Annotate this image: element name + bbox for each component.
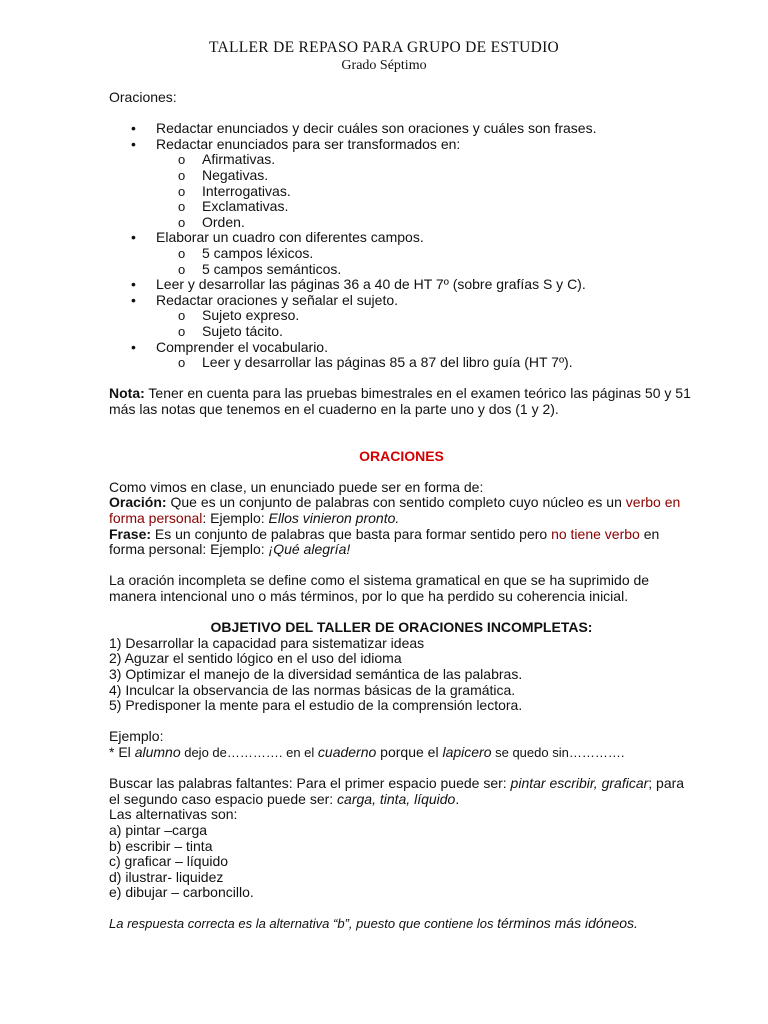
sub-list-item: o Sujeto expreso.: [156, 308, 694, 324]
sub-list-item: o Afirmativas.: [156, 152, 694, 168]
list-item: • Redactar enunciados para ser transformados en: o Afirmativas. o Negativas. o Interrogativas. o Exclamativas. o Orden.: [109, 137, 694, 231]
oracion-definition: Oración: Que es un conjunto de palabras con sentido completo cuyo núcleo es un verbo en forma personal: Ejemplo: Ellos vinieron pronto.: [109, 494, 681, 527]
objetivo-title: OBJETIVO DEL TALLER DE ORACIONES INCOMPLETAS:: [210, 619, 593, 636]
sub-list: [156, 246, 694, 277]
list-item: e) dibujar – carboncillo.: [109, 884, 254, 901]
sub-list-item: o Leer y desarrollar las páginas 85 a 87 del libro guía (HT 7º).: [156, 355, 694, 371]
list-item: 4) Inculcar la observancia de las normas básicas de la gramática.: [109, 681, 516, 698]
intro-line: Como vimos en clase, un enunciado puede ser en forma de:: [109, 478, 484, 495]
list-item: a) pintar –carga: [109, 821, 208, 838]
list-item: 3) Optimizar el manejo de la diversidad semántica de las palabras.: [109, 665, 523, 682]
list-item: b) escribir – tinta: [109, 837, 213, 854]
sub-list-item: o Negativas.: [156, 168, 694, 184]
highlight-text: no tiene verbo: [551, 525, 640, 542]
list-item: 1) Desarrollar la capacidad para sistematizar ideas: [109, 634, 425, 651]
sub-list-item: o Sujeto tácito.: [156, 324, 694, 340]
list-item: d) ilustrar- liquidez: [109, 868, 224, 885]
sub-list-item: o Interrogativas.: [156, 184, 694, 200]
list-item: • Comprender el vocabulario. o Leer y desarrollar las páginas 85 a 87 del libro guía (HT 7º).: [109, 340, 694, 371]
frase-definition: Frase: Es un conjunto de palabras que basta para formar sentido pero no tiene verbo en forma personal: Ejemplo: ¡Qué alegría!: [109, 525, 660, 558]
oraciones-label: Oraciones:: [109, 89, 177, 105]
alternativas-label: Las alternativas son:: [109, 806, 238, 823]
document-header: [0, 39, 768, 75]
list-item: • Redactar enunciados y decir cuáles son oraciones y cuáles son frases.: [109, 121, 694, 137]
document-title: TALLER DE REPASO PARA GRUPO DE ESTUDIO: [208, 39, 560, 56]
list-item: c) graficar – líquido: [109, 853, 229, 870]
list-item: • Redactar oraciones y señalar el sujeto. o Sujeto expreso. o Sujeto tácito.: [109, 293, 694, 340]
document-subtitle: Grado Séptimo: [341, 58, 427, 73]
nota-label: Nota:: [109, 385, 145, 402]
document-body: [109, 90, 694, 932]
list-item: 5) Predisponer la mente para el estudio de la comprensión lectora.: [109, 697, 523, 714]
list-item: • Leer y desarrollar las páginas 36 a 40 de HT 7º (sobre grafías S y C).: [109, 277, 694, 293]
list-item: 2) Aguzar el sentido lógico en el uso del idioma: [109, 650, 402, 667]
buscar-paragraph: Buscar las palabras faltantes: Para el primer espacio puede ser: pintar escribir, graficar; para el segundo caso espacio puede ser: carga, tinta, líquido.: [109, 775, 685, 807]
ejemplo-sentence: * El alumno dejo de…………. en el cuaderno porque el lapicero se quedo sin………….: [109, 743, 625, 760]
task-list: [109, 121, 694, 371]
sub-list-item: o Exclamativas.: [156, 199, 694, 215]
list-item: • Elaborar un cuadro con diferentes campos. o 5 campos léxicos. o 5 campos semánticos.: [109, 230, 694, 277]
section-title: ORACIONES: [359, 447, 444, 464]
ejemplo-label: Ejemplo:: [109, 728, 164, 745]
sub-list: [156, 152, 694, 230]
alternativas-list: [109, 823, 694, 901]
respuesta-paragraph: La respuesta correcta es la alternativa “b”, puesto que contiene los términos más idóneos.: [109, 915, 638, 932]
sub-list-item: o 5 campos semánticos.: [156, 262, 694, 278]
objetivo-list: [109, 636, 694, 714]
sub-list: [156, 308, 694, 339]
sub-list-item: o Orden.: [156, 215, 694, 231]
sub-list-item: o 5 campos léxicos.: [156, 246, 694, 262]
nota-paragraph: Nota: Tener en cuenta para las pruebas bimestrales en el examen teórico las páginas 50 y 51 más las notas que tenemos en el cuaderno en la parte uno y dos (1 y 2).: [109, 385, 691, 417]
incompleta-paragraph: La oración incompleta se define como el sistema gramatical en que se ha suprimido de manera intencional uno o más términos, por lo que ha perdido su coherencia inicial.: [109, 572, 650, 604]
sub-list: [156, 355, 694, 371]
highlight-text: verbo en forma personal: [109, 494, 681, 527]
